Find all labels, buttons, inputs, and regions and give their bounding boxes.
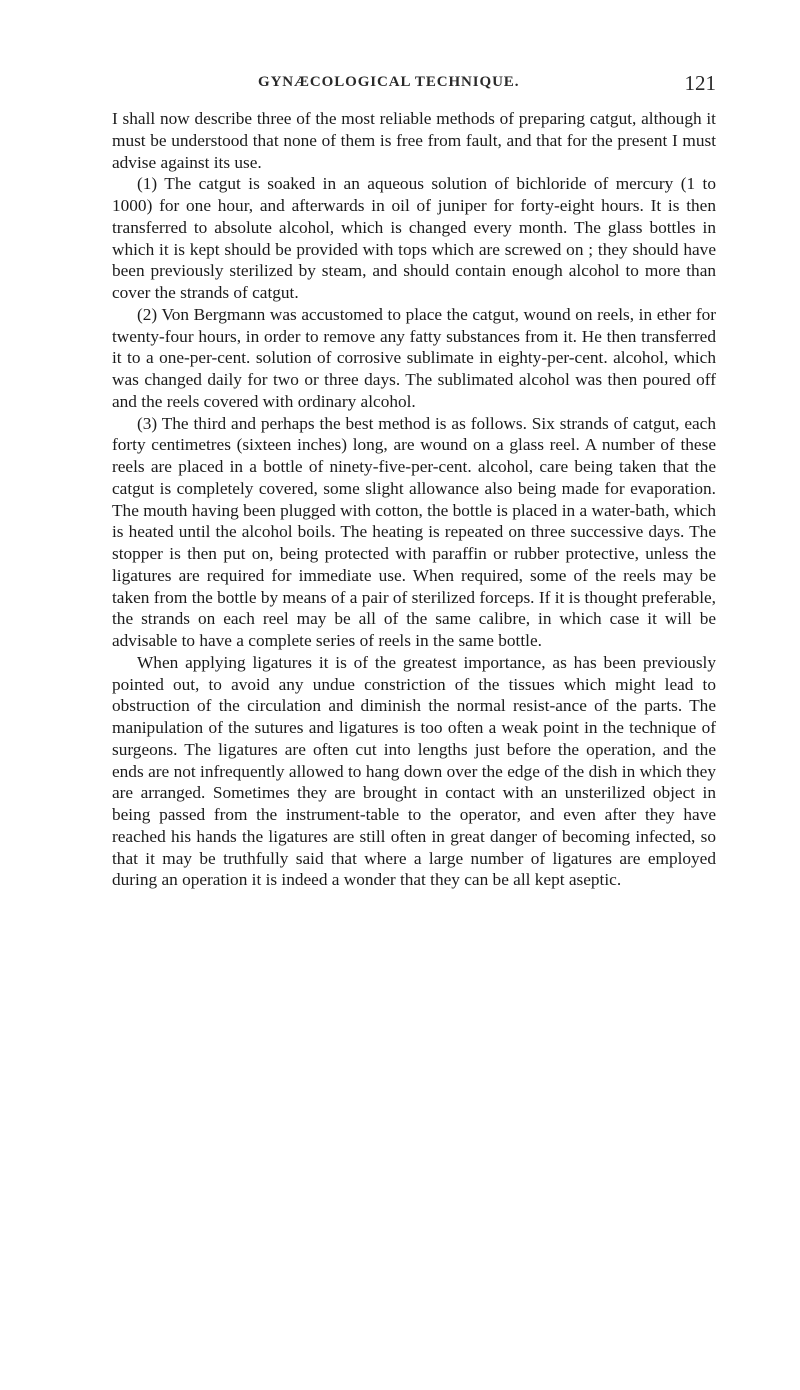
page-number: 121 [684,71,716,95]
running-head [112,71,716,98]
paragraph-intro: I shall now describe three of the most reliable methods of preparing catgut, although it must be understood that none of them is free from fault, and that for the present I must advise against its use. [112,109,716,172]
paragraph-method-2: (2) Von Bergmann was accustomed to place the catgut, wound on reels, in ether for twenty-four hours, in order to remove any fatty substances from it. He then transferred it to a one-per-cent. solution of corrosive sublimate in eighty-per-cent. alcohol, which was changed daily for two or three days. The sublimated alcohol was then poured off and the reels covered with ordinary alcohol. [112,304,716,411]
paragraph-ligatures: When applying ligatures it is of the greatest importance, as has been previously pointed out, to avoid any undue constriction of the tissues which might lead to obstruction of the circulation and diminish the normal resist-ance of the parts. The manipulation of the sutures and ligatures is too often a weak point in the technique of surgeons. The ligatures are often cut into lengths just before the operation, and the ends are not infrequently allowed to hang down over the edge of the dish in which they are arranged. Sometimes they are brought in contact with an unsterilized object in being passed from the instrument-table to the operator, and even after they have reached his hands the ligatures are still often in great danger of becoming infected, so that it may be truthfully said that where a large number of ligatures are employed during an operation it is indeed a wonder that they can be all kept aseptic. [112,652,716,890]
paragraph-method-3: (3) The third and perhaps the best method is as follows. Six strands of catgut, each forty centimetres (sixteen inches) long, are wound on a glass reel. A number of these reels are placed in a bottle of ninety-five-per-cent. alcohol, care being taken that the catgut is completely covered, some slight allowance also being made for evaporation. The mouth having been plugged with cotton, the bottle is placed in a water-bath, which is heated until the alcohol boils. The heating is repeated on three successive days. The stopper is then put on, being protected with paraffin or rubber protective, unless the ligatures are required for immediate use. When required, some of the reels may be taken from the bottle by means of a pair of sterilized forceps. If it is thought preferable, the strands on each reel may be all of the same calibre, in which case it will be advisable to have a complete series of reels in the same bottle. [112,413,716,650]
running-title: GYNÆCOLOGICAL TECHNIQUE. [258,74,520,90]
paragraph-method-1: (1) The catgut is soaked in an aqueous solution of bichloride of mercury (1 to 1000) for one hour, and afterwards in oil of juniper for forty-eight hours. It is then transferred to absolute alcohol, which is changed every month. The glass bottles in which it is kept should be provided with tops which are screwed on ; they should have been previously sterilized by steam, and should contain enough alcohol to more than cover the strands of catgut. [112,174,716,302]
body-text [112,108,716,891]
